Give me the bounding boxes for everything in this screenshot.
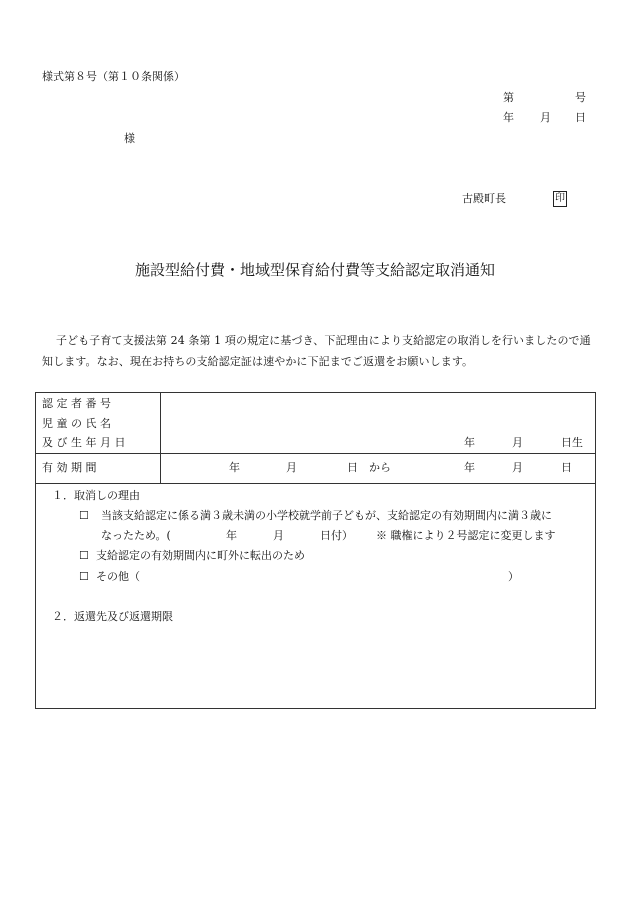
option-1-day: 日付）: [320, 529, 353, 542]
option-1-year: 年: [226, 529, 237, 542]
date-year: 年: [503, 111, 514, 124]
date-month: 月: [540, 111, 551, 124]
checkbox-option-1[interactable]: ☐: [79, 509, 89, 522]
form-label: 様式第８号（第１０条関係）: [42, 70, 185, 83]
birth-year: 年: [464, 436, 475, 449]
checkbox-option-3[interactable]: ☐: [79, 570, 89, 583]
option-1-text-line2: なったため。(: [101, 529, 171, 542]
label-certified-number: 認 定 者 番 号: [42, 397, 111, 410]
section-1-heading: １．取消しの理由: [52, 489, 140, 502]
birth-day: 日生: [561, 436, 583, 449]
validity-end-day: 日: [561, 461, 572, 474]
table-border-top: [35, 392, 596, 393]
table-column-divider: [160, 392, 161, 484]
label-child-name: 児 童 の 氏 名: [42, 417, 111, 430]
validity-start-year: 年: [229, 461, 240, 474]
option-3-close: ）: [508, 570, 519, 583]
option-1-text-line1: 当該支給認定に係る満３歳未満の小学校就学前子どもが、支給認定の有効期間内に満３歳に: [101, 509, 552, 522]
validity-start-month: 月: [286, 461, 297, 474]
option-1-note: ※ 職権により２号認定に変更します: [376, 529, 556, 542]
validity-from: から: [369, 461, 391, 474]
table-border-left: [35, 392, 36, 709]
seal-box: 印: [553, 191, 567, 207]
date-day: 日: [575, 111, 586, 124]
checkbox-option-2[interactable]: ☐: [79, 549, 89, 562]
issuer-name: 古殿町長: [462, 192, 506, 205]
label-birth-date: 及 び 生 年 月 日: [42, 436, 126, 449]
label-validity-period: 有 効 期 間: [42, 461, 97, 474]
table-divider-2: [35, 483, 596, 484]
seal-mark: [553, 191, 567, 207]
number-go: 号: [575, 91, 586, 104]
number-dai: 第: [503, 91, 514, 104]
option-1-month: 月: [273, 529, 284, 542]
section-2-heading: ２．返還先及び返還期限: [52, 610, 173, 623]
body-paragraph: 子ども子育て支援法第 24 条第 1 項の規定に基づき、下記理由により支給認定の取消しを行いましたので通知します。なお、現在お持ちの支給認定証は速やかに下記までご返還をお願いします。: [42, 334, 591, 368]
table-divider-1: [35, 453, 596, 454]
validity-end-month: 月: [512, 461, 523, 474]
option-2-text: 支給認定の有効期間内に町外に転出のため: [96, 549, 305, 562]
recipient-sama: 様: [124, 132, 135, 145]
validity-start-day: 日: [347, 461, 358, 474]
document-title: 施設型給付費・地域型保育給付費等支給認定取消通知: [134, 261, 495, 279]
validity-end-year: 年: [464, 461, 475, 474]
table-border-right: [595, 392, 596, 709]
birth-month: 月: [512, 436, 523, 449]
option-3-text: その他（: [96, 570, 140, 583]
table-border-bottom: [35, 708, 596, 709]
